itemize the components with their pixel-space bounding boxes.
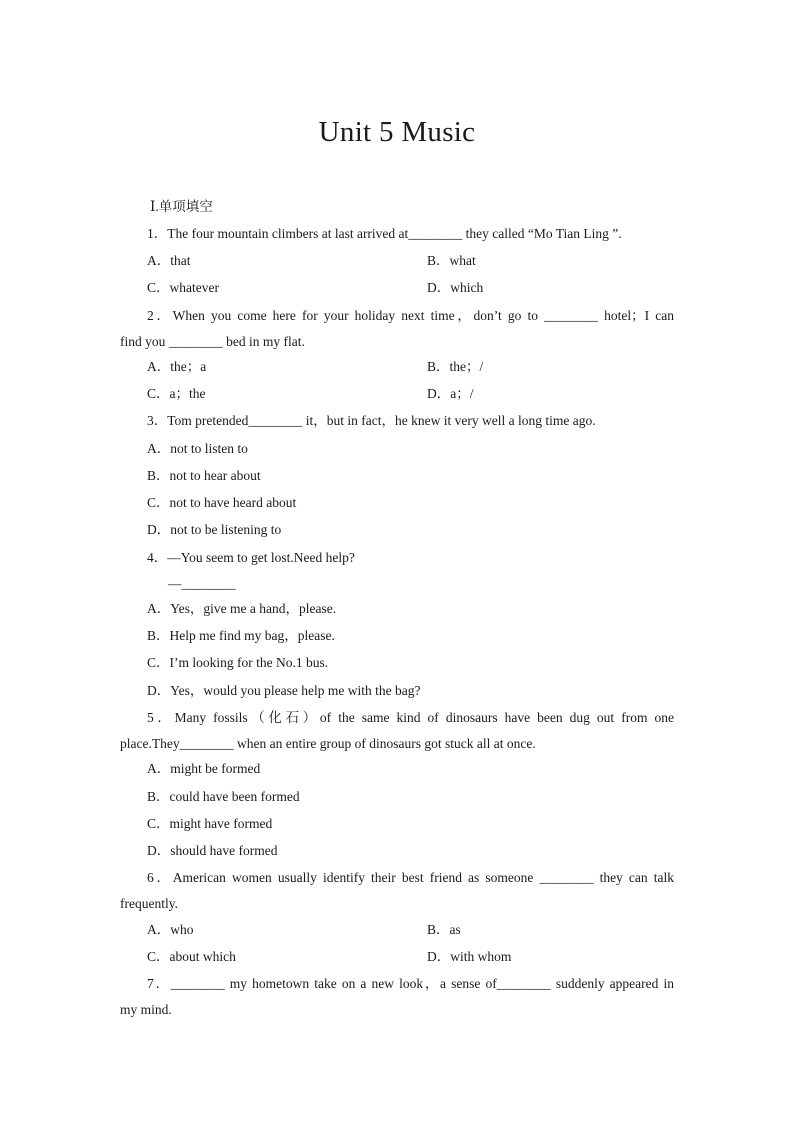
question-6-option-b: B．as xyxy=(427,922,461,937)
question-2-stem-line2: find you ________ bed in my flat. xyxy=(120,334,305,349)
question-5-stem-line2: place.They________ when an entire group of dinosaurs got stuck all at once. xyxy=(120,736,536,751)
question-4-option-d: D．Yes，would you please help me with the bag? xyxy=(147,683,421,698)
question-2-option-c: C．a；the xyxy=(147,386,206,401)
question-4-reply-blank: —________ xyxy=(168,576,236,591)
question-5-option-c: C．might have formed xyxy=(147,816,273,831)
question-5-option-a: A．might be formed xyxy=(147,761,261,776)
question-1-stem: 1．The four mountain climbers at last arrived at________ they called “Mo Tian Ling ”. xyxy=(147,226,622,241)
question-3-stem: 3．Tom pretended________ it，but in fact，he knew it very well a long time ago. xyxy=(147,413,596,428)
page-title: Unit 5 Music xyxy=(318,116,476,148)
question-2-option-b: B．the；/ xyxy=(427,359,484,374)
question-4-option-c: C．I’m looking for the No.1 bus. xyxy=(147,655,329,670)
question-2-option-d: D．a；/ xyxy=(427,386,474,401)
question-6-stem-line1: 6．American women usually identify their best friend as someone ________ they can talk xyxy=(147,870,674,885)
question-5-option-d: D．should have formed xyxy=(147,843,278,858)
question-6-option-c: C．about which xyxy=(147,949,236,964)
question-3-option-b: B．not to hear about xyxy=(147,468,261,483)
section-heading: Ⅰ.单项填空 xyxy=(150,199,213,214)
question-1-option-d: D．which xyxy=(427,280,484,295)
question-2-stem-line1: 2．When you come here for your holiday next time，don’t go to ________ hotel；I can xyxy=(147,308,674,323)
question-2-option-a: A．the；a xyxy=(147,359,207,374)
question-5-option-b: B．could have been formed xyxy=(147,789,300,804)
question-6-option-a: A．who xyxy=(147,922,194,937)
question-3-option-d: D．not to be listening to xyxy=(147,522,282,537)
question-4-stem: 4．—You seem to get lost.Need help? xyxy=(147,550,355,565)
question-4-option-a: A．Yes，give me a hand，please. xyxy=(147,601,337,616)
question-7-stem-line1: 7．________ my hometown take on a new look，a sense of________ suddenly appeared in xyxy=(147,976,674,991)
question-6-stem-line2: frequently. xyxy=(120,896,178,911)
question-1-option-b: B．what xyxy=(427,253,476,268)
question-4-option-b: B．Help me find my bag，please. xyxy=(147,628,335,643)
question-7-stem-line2: my mind. xyxy=(120,1002,172,1017)
question-1-option-a: A．that xyxy=(147,253,191,268)
question-1-option-c: C．whatever xyxy=(147,280,219,295)
question-6-option-d: D．with whom xyxy=(427,949,512,964)
question-5-stem-line1: 5．Many fossils（化石）of the same kind of dinosaurs have been dug out from one xyxy=(147,710,674,725)
question-3-option-c: C．not to have heard about xyxy=(147,495,297,510)
question-3-option-a: A．not to listen to xyxy=(147,441,248,456)
